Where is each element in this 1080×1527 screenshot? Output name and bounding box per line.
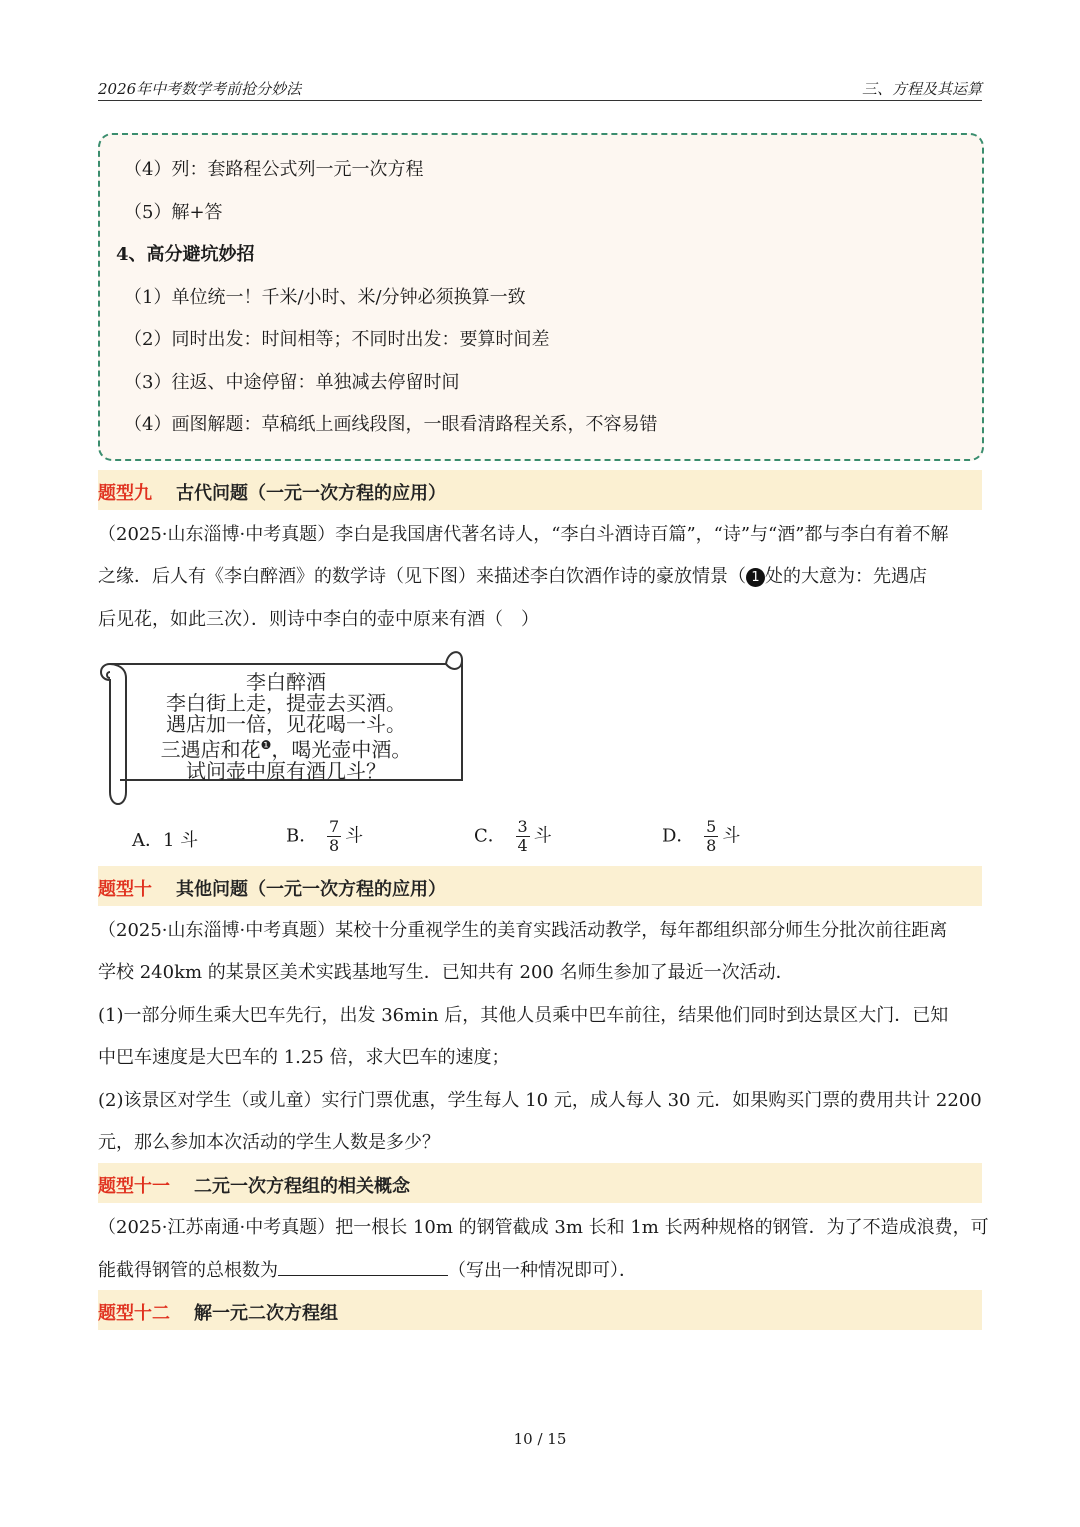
section-tag: 题型九	[98, 483, 152, 504]
poem-line-part: 三遇店和花	[160, 737, 261, 762]
section-heading-11	[98, 1163, 982, 1203]
fraction-numerator: 7	[328, 817, 340, 836]
option-b[interactable]	[286, 818, 363, 855]
section-title: 其他问题（一元一次方程的应用）	[176, 879, 446, 900]
poem-line-part: ，喝光壶中酒。	[271, 737, 412, 762]
tip-line: （5）解+答	[124, 202, 223, 223]
section-heading-10	[98, 866, 982, 906]
tip-line: （4）画图解题：草稿纸上画线段图，一眼看清路程关系，不容易错	[124, 414, 658, 435]
poem-line: 遇店加一倍，见花喝一斗。	[166, 712, 406, 736]
section-tag: 题型十	[98, 879, 152, 900]
question-text: (1)一部分师生乘大巴车先行，出发 36min 后，其他人员乘中巴车前往，结果他们同时到达景区大门．已知	[98, 1005, 949, 1026]
question-text: （2025·山东淄博·中考真题）某校十分重视学生的美育实践活动教学，每年都组织部分师生分批次前往距离	[98, 920, 948, 941]
question-text-part: 之缘．后人有《李白醉酒》的数学诗（见下图）来描述李白饮酒作诗的豪放情景（	[98, 566, 746, 587]
poem-note-marker: ❶	[260, 738, 272, 752]
option-label: B．	[286, 825, 318, 847]
option-c[interactable]	[474, 818, 552, 855]
tip-line: （3）往返、中途停留：单独减去停留时间	[124, 372, 460, 393]
section-heading-9	[98, 470, 982, 510]
answer-blank[interactable]	[278, 1259, 448, 1276]
poem-line: 李白街上走，提壶去买酒。	[166, 691, 406, 715]
question-text-part: 能截得钢管的总根数为	[98, 1260, 278, 1281]
option-label: A．	[132, 830, 163, 851]
option-fraction	[327, 818, 341, 855]
question-text: (2)该景区对学生（或儿童）实行门票优惠，学生每人 10 元，成人每人 30 元．如果购买门票的费用共计 2200	[98, 1090, 982, 1111]
option-unit: 斗	[345, 825, 364, 847]
note-marker-icon: 1	[746, 568, 765, 587]
section-title: 二元一次方程组的相关概念	[194, 1176, 410, 1197]
question-text-part: （写出一种情况即可）．	[448, 1260, 637, 1281]
question-text: 学校 240km 的某景区美术实践基地写生．已知共有 200 名师生参加了最近一次活动．	[98, 962, 794, 983]
option-unit: 斗	[533, 825, 552, 847]
question-text: （2025·江苏南通·中考真题）把一根长 10m 的钢管截成 3m 长和 1m 长两种规格的钢管．为了不造成浪费，可	[98, 1217, 989, 1238]
option-label: D．	[662, 825, 695, 847]
section-heading-12	[98, 1290, 982, 1330]
question-text: 后见花，如此三次）．则诗中李白的壶中原来有酒（ ）	[98, 609, 539, 630]
section-title: 古代问题（一元一次方程的应用）	[176, 483, 446, 504]
option-a[interactable]	[132, 826, 198, 852]
poem-text	[136, 672, 436, 782]
question-text	[98, 562, 927, 588]
section-title: 解一元二次方程组	[194, 1303, 338, 1324]
question-text: 中巴车速度是大巴车的 1.25 倍，求大巴车的速度；	[98, 1047, 510, 1068]
option-unit: 斗	[722, 825, 741, 847]
option-label: C．	[474, 825, 506, 847]
option-value: 1 斗	[163, 830, 199, 851]
page-header	[98, 74, 982, 101]
page-number: 10 / 15	[513, 1430, 567, 1448]
tip-line: （2）同时出发：时间相等；不同时出发：要算时间差	[124, 329, 550, 350]
option-d[interactable]	[662, 818, 740, 855]
fraction-denominator: 8	[706, 836, 717, 855]
poem-line: 试问壶中原有酒几斗？	[186, 758, 386, 783]
poem-scroll-figure	[96, 642, 468, 810]
tip-line: （1）单位统一！千米/小时、米/分钟必须换算一致	[124, 287, 526, 308]
poem-title: 李白醉酒	[246, 670, 326, 694]
question-text-part: 处的大意为：先遇店	[765, 566, 927, 587]
question-text	[98, 1256, 637, 1282]
tip-line: （4）列：套路程公式列一元一次方程	[124, 159, 424, 180]
header-right-chapter: 三、方程及其运算	[861, 80, 982, 98]
question-text: 元，那么参加本次活动的学生人数是多少？	[98, 1132, 440, 1153]
option-fraction	[704, 818, 718, 855]
fraction-denominator: 8	[328, 836, 340, 855]
section-tag: 题型十一	[98, 1176, 170, 1197]
option-fraction	[516, 818, 530, 855]
poem-line	[136, 735, 436, 761]
section-tag: 题型十二	[98, 1303, 170, 1324]
tip-heading: 4、高分避坑妙招	[116, 244, 255, 265]
header-left-title: 2026年中考数学考前抢分妙法	[98, 80, 302, 98]
fraction-numerator: 3	[517, 817, 528, 836]
fraction-numerator: 5	[706, 817, 717, 836]
fraction-denominator: 4	[517, 836, 528, 855]
question-text: （2025·山东淄博·中考真题）李白是我国唐代著名诗人，“李白斗酒诗百篇”，“诗”与“酒”都与李白有着不解	[98, 524, 949, 545]
tip-box	[98, 133, 984, 461]
